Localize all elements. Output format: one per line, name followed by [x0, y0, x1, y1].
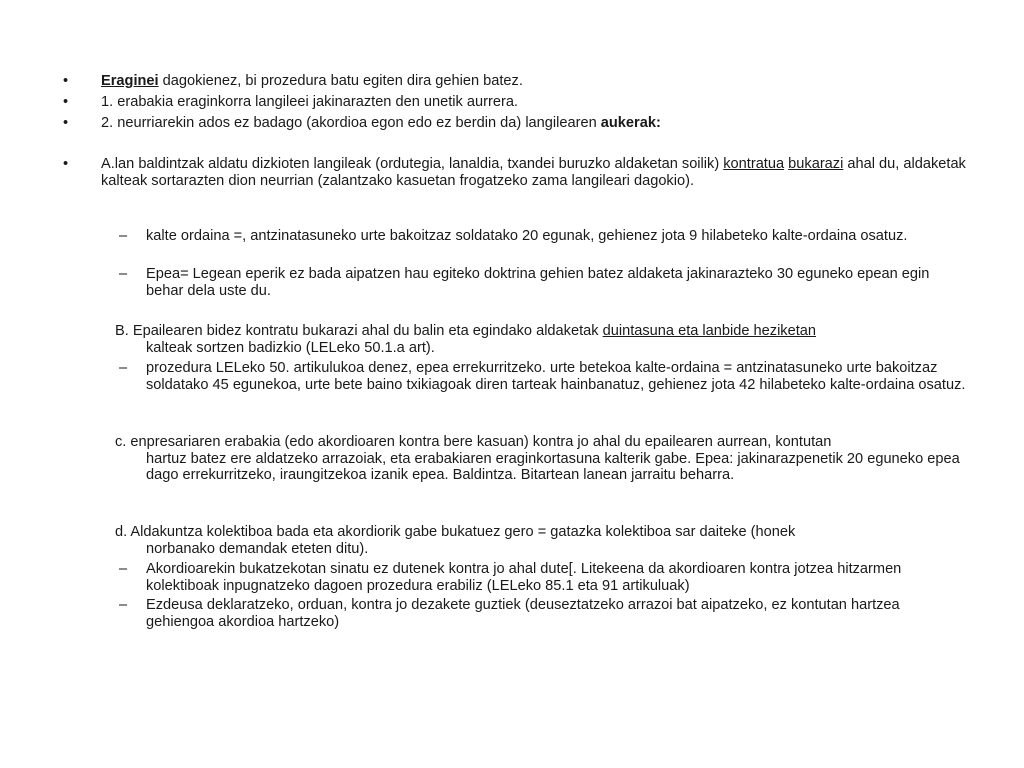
heading-text: d. Aldakuntza kolektiboa bada eta akordiorik gabe bukatuez gero = gatazka kolektiboa sar daiteke (honek	[115, 524, 796, 540]
bullet-marker: •	[63, 73, 69, 89]
sub-item-kalte-ordaina: kalte ordaina =, antzinatasuneko urte bakoitzaz soldatako 20 egunak, gehienez jota 9 hilabeteko kalte-ordaina osatuz.	[146, 228, 908, 244]
bullet-text: ahal du, aldaketak kalteak sortarazten dion neurrian (zalantzako kasuetan frogatzeko zama langileari dagokio).	[101, 156, 966, 189]
aukerak-term: aukerak:	[600, 115, 661, 131]
dash-marker: –	[119, 561, 128, 577]
heading-text: c. enpresariaren erabakia (edo akordioaren kontra bere kasuan) kontra jo ahal du epailearen aurrean, kontutan	[115, 434, 832, 450]
heading-continuation: kalteak sortzen badizkio (LELeko 50.1.a art).	[146, 339, 435, 356]
bullet-text: A.lan baldintzak aldatu dizkioten langileak (ordutegia, lanaldia, txandei buruzko aldaketan soilik)	[101, 156, 724, 172]
eraginei-term: Eraginei	[101, 73, 159, 89]
dash-marker: –	[119, 360, 128, 376]
bullet-marker: •	[63, 94, 69, 110]
bullet-text: 2. neurriarekin ados ez badago (akordioa egon edo ez berdin da) langilearen	[101, 115, 601, 131]
heading-option-d	[115, 524, 967, 557]
heading-option-b	[115, 323, 967, 356]
bullet-eraginei	[101, 73, 971, 90]
heading-option-c	[115, 434, 967, 484]
sub-item-akordioarekin: Akordioarekin bukatzekotan sinatu ez dutenek kontra jo ahal dute[. Litekeena da akordioaren kontra jotzea hitzarmen kolektiboak inpugnatzeko dagoen prozedura erabiliz (LELeko 85.1 eta 91 artikuluak)	[146, 561, 902, 594]
dash-marker: –	[119, 266, 128, 282]
heading-text: B. Epailearen bidez kontratu bukarazi ahal du balin eta egindako aldaketak	[115, 323, 603, 339]
duintasuna-term: duintasuna eta lanbide heziketan	[602, 323, 817, 339]
bullet-marker: •	[63, 156, 69, 172]
heading-continuation: hartuz batez ere aldatzeko arrazoiak, eta erabakiaren eraginkortasuna kalterik gabe. Epea: jakinarazpenetik 20 eguneko epea dago errekurritzeko, iraungitzekoa izanik epea. Baldintza. Bitartean lanean jarraitu beharra.	[146, 450, 960, 484]
bullet-option-a	[101, 156, 966, 189]
bullet-text: dagokienez, bi prozedura batu egiten dira gehien batez.	[158, 73, 523, 89]
kontratua-term: kontratua	[723, 156, 785, 172]
dash-marker: –	[119, 228, 128, 244]
bullet-step-1: 1. erabakia eraginkorra langileei jakinarazten den unetik aurrera.	[101, 94, 518, 110]
heading-continuation: norbanako demandak eteten ditu).	[146, 540, 369, 557]
bukarazi-term: bukarazi	[788, 156, 844, 172]
sub-item-ezdeusa: Ezdeusa deklaratzeko, orduan, kontra jo dezakete guztiek (deuseztatzeko arrazoi bat aipatzeko, ez kontutan hartzea gehiengoa akordioa hartzeko)	[146, 597, 900, 630]
bullet-marker: •	[63, 115, 69, 131]
sub-item-prozedura: prozedura LELeko 50. artikulukoa denez, epea errekurritzeko. urte betekoa kalte-ordaina = antzinatasuneko urte bakoitzaz soldatako 45 egunekoa, urte bete baino txikiagoak diren tarteak hainbanatuz, gehienez jota 42 hilabeteko kalte-ordaina osatuz.	[146, 360, 966, 393]
dash-marker: –	[119, 597, 128, 613]
bullet-step-2	[101, 115, 971, 132]
sub-item-epea: Epea= Legean eperik ez bada aipatzen hau egiteko doktrina gehien batez aldaketa jakinarazteko 30 eguneko epean egin behar dela uste du.	[146, 266, 930, 299]
